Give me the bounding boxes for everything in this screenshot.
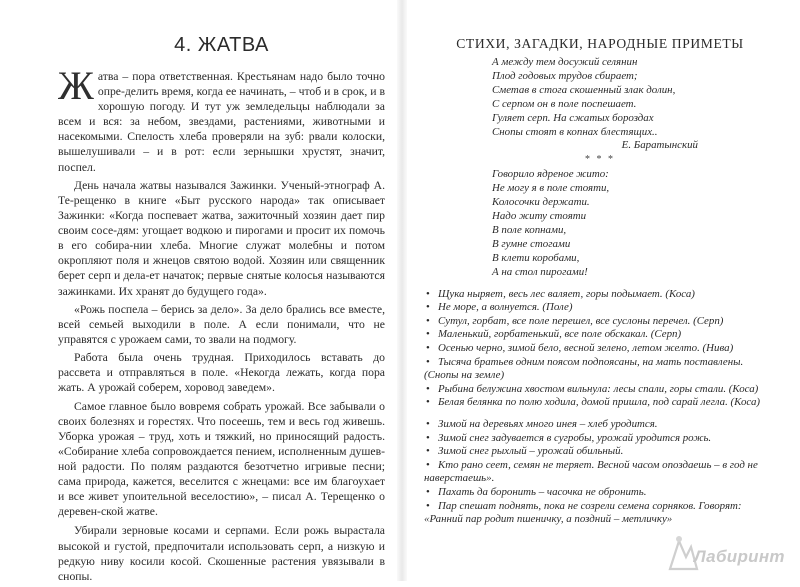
spacer — [424, 410, 776, 418]
bullet-icon: • — [426, 396, 430, 409]
sign-item: • Пар спешат поднять, пока не созрели семена сорняков. Говорят: — [426, 499, 742, 512]
bullet-icon: • — [426, 328, 430, 341]
riddle-item: • Тысяча братьев одним поясом подпоясаны, на мать поставлены. — [426, 355, 744, 368]
book-gutter — [397, 0, 407, 581]
poem-line: Не могу я в поле стояти, — [492, 182, 610, 195]
poem-line: В поле копнами, — [492, 223, 567, 236]
poem-baratynsky — [492, 56, 776, 153]
riddles-list — [424, 288, 776, 410]
bullet-icon: • — [426, 314, 430, 327]
poem-line: Сметав в стога скошенный злак долин, — [492, 83, 676, 96]
riddle-item: • Не море, а волнуется. (Поле) — [426, 301, 573, 314]
poem-author: Е. Баратынский — [621, 139, 698, 152]
poem-line: А между тем досужий селянин — [492, 56, 638, 68]
sign-item-continuation: наверстаешь». — [424, 472, 495, 485]
paragraph-1 — [58, 63, 385, 175]
bullet-icon: • — [426, 458, 430, 471]
poem-line: Гуляет серп. На сжатых бороздах — [492, 111, 654, 124]
poem-line: Надо житу стояти — [492, 210, 587, 223]
poem-line: В клети коробами, — [492, 251, 580, 264]
poem-line: В гумне стогами — [492, 237, 571, 250]
poem-line: С серпом он в поле поспешает. — [492, 97, 637, 110]
paragraph-1-text: атва – пора ответственная. Крестьянам надо было точно опре-делить время, когда ее начинать, – чтоб и в срок, и в хорошую погоду. И тут уж земледельцы наблюдали за всем и вся: за небом, звездами, растениями, животными и насекомыми. Спелость хлеба проверяли на зуб: рвали колоски, вышелушивали – и в рот: если зернышки хрустят, значит, поспел. — [58, 70, 385, 174]
riddle-item: • Белая белянка по полю ходила, домой пришла, под сарай легла. (Коса) — [426, 396, 761, 409]
sign-item: • Зимой на деревьях много инея – хлеб уродится. — [426, 417, 658, 430]
bullet-icon: • — [426, 485, 430, 498]
riddle-item: • Сутул, горбат, все поле перешел, все суслоны перечел. (Серп) — [426, 314, 724, 327]
bullet-icon: • — [426, 341, 430, 354]
bullet-icon: • — [426, 417, 430, 430]
section-title: СТИХИ, ЗАГАДКИ, НАРОДНЫЕ ПРИМЕТЫ — [456, 36, 744, 51]
sign-item: • Пахать да боронить – часочка не обронить. — [426, 485, 647, 498]
paragraph-6: Убирали зерновые косами и серпами. Если рожь вырастала высокой и густой, предпочитали использовать серп, а низкую и редкую ниву косили косой. Скошенные растения увязывали в снопы. — [58, 524, 385, 583]
paragraph-4: Работа была очень трудная. Приходилось вставать до рассвета и отправляться в поле. «Некогда лежать, когда пора жать. А урожай соберем, хоровод заведем». — [58, 351, 385, 395]
poem-line: Говорило ядреное жито: — [492, 168, 609, 181]
bullet-icon: • — [426, 499, 430, 512]
left-page — [58, 34, 385, 587]
poem-line: Плод годовых трудов сбирает; — [492, 69, 638, 82]
riddle-item-continuation: (Снопы на земле) — [424, 369, 505, 382]
poem-line: А на стол пирогами! — [492, 265, 588, 278]
drop-cap: Ж — [58, 63, 94, 108]
sign-item-continuation: «Ранний пар родит пшеничку, а поздний – метличку» — [424, 513, 673, 526]
bullet-icon: • — [426, 355, 430, 368]
bullet-icon: • — [426, 445, 430, 458]
chapter-title: 4. ЖАТВА — [174, 34, 269, 56]
paragraph-5: Самое главное было вовремя собрать урожай. Все забывали о своих болезнях и горестях. Что посеешь, тем и весь год живешь. Уборка урожая – труд, хоть и тяжкий, но приносящий радость. «Собирание хлеба сопровождается пением, исполненным душев-ной радости. По полям раздаются безотчетно игривые песни; сама природа, кажется, веселится с жнецами: все им благоухает и все живет упоительной веселостию», – писал А. Терещенко о деревен-ской жатве. — [58, 399, 385, 519]
riddle-item: • Маленький, горбатенький, все поле обскакал. (Серп) — [426, 328, 682, 341]
riddle-item: • Осенью черно, зимой бело, весной зелено, летом желто. (Нива) — [426, 341, 734, 354]
right-page — [424, 36, 776, 527]
riddle-item: • Щука ныряет, весь лес валяет, горы подымает. (Коса) — [426, 287, 695, 300]
poem-line: Снопы стоят в копнах блестящих.. — [492, 125, 658, 138]
paragraph-2: День начала жатвы назывался Зажинки. Ученый-этнограф А. Те-рещенко в книге «Быт русского народа» так описывает Зажинки: «Когда поспевает жатва, зажиточный хозяин дает пир своим сосе-дям: угощает водкою и пирогами и просит их помочь в его собира-нии хлеба. Многие служат молебны и потом окропляют поля и жнецов святою водой. Хозяин или священник берет серп и дела-ет начаток; первые снятые колосья называются зажинками. Их хранят до будущего года». — [58, 178, 385, 298]
bullet-icon: • — [426, 301, 430, 314]
sign-item: • Кто рано сеет, семян не теряет. Весной часом опоздаешь – в год не — [426, 458, 758, 471]
riddle-item: • Рыбина белужина хвостом вильнула: лесы спали, горы стали. (Коса) — [426, 382, 759, 395]
bullet-icon: • — [426, 382, 430, 395]
folk-signs-list — [424, 418, 776, 527]
bullet-icon: • — [426, 287, 430, 300]
bullet-icon: • — [426, 431, 430, 444]
sign-item: • Зимой снег задувается в сугробы, урожай уродится рожь. — [426, 431, 712, 444]
labirint-watermark — [666, 533, 785, 571]
section-divider: * * * — [585, 154, 615, 166]
poem-zhito — [492, 168, 776, 279]
sign-item: • Зимой снег рыхлый – урожай обильный. — [426, 445, 624, 458]
watermark-text: Лабиринт — [694, 547, 785, 566]
paragraph-3: «Рожь поспела – берись за дело». За дело брались все вместе, всей семьей выходили в поле. А если понимали, что не управятся с урожаем сами, то звали на подмогу. — [58, 302, 385, 346]
poem-line: Колосочки держати. — [492, 196, 590, 209]
